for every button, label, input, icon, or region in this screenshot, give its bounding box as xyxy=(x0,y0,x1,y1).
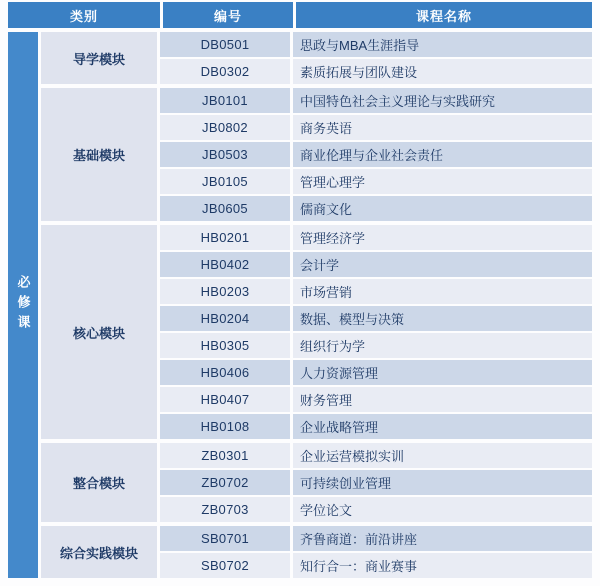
course-name-cell: 企业运营模拟实训 xyxy=(293,443,592,468)
course-code-cell: JB0105 xyxy=(160,169,290,194)
course-name-cell: 组织行为学 xyxy=(293,333,592,358)
course-name-cell: 财务管理 xyxy=(293,387,592,412)
course-row xyxy=(160,414,592,439)
course-name-cell: 企业战略管理 xyxy=(293,414,592,439)
course-code-cell: JB0802 xyxy=(160,115,290,140)
module-rows xyxy=(160,225,592,439)
module-group xyxy=(41,88,592,221)
course-name-cell: 市场营销 xyxy=(293,279,592,304)
course-code-cell: SB0702 xyxy=(160,553,290,578)
course-code-cell: JB0503 xyxy=(160,142,290,167)
course-row xyxy=(160,526,592,551)
course-code-cell: HB0203 xyxy=(160,279,290,304)
module-name-cell: 整合模块 xyxy=(41,443,157,522)
table-body xyxy=(8,32,592,578)
course-row xyxy=(160,169,592,194)
course-name-cell: 齐鲁商道：前沿讲座 xyxy=(293,526,592,551)
table-header xyxy=(8,2,592,28)
course-row xyxy=(160,443,592,468)
header-cell-course: 课程名称 xyxy=(296,2,592,28)
course-row xyxy=(160,306,592,331)
required-course-label: 必修课 xyxy=(15,275,31,335)
course-row xyxy=(160,497,592,522)
course-code-cell: DB0501 xyxy=(160,32,290,57)
course-name-cell: 会计学 xyxy=(293,252,592,277)
course-name-cell: 学位论文 xyxy=(293,497,592,522)
course-row xyxy=(160,196,592,221)
course-code-cell: ZB0703 xyxy=(160,497,290,522)
course-code-cell: JB0101 xyxy=(160,88,290,113)
course-row xyxy=(160,252,592,277)
course-name-cell: 思政与MBA生涯指导 xyxy=(293,32,592,57)
course-row xyxy=(160,333,592,358)
course-name-cell: 儒商文化 xyxy=(293,196,592,221)
course-row xyxy=(160,59,592,84)
course-name-cell: 素质拓展与团队建设 xyxy=(293,59,592,84)
module-rows xyxy=(160,88,592,221)
course-code-cell: HB0406 xyxy=(160,360,290,385)
required-course-column xyxy=(8,32,38,578)
course-name-cell: 可持续创业管理 xyxy=(293,470,592,495)
course-name-cell: 数据、模型与决策 xyxy=(293,306,592,331)
course-row xyxy=(160,115,592,140)
course-code-cell: HB0407 xyxy=(160,387,290,412)
module-group xyxy=(41,32,592,84)
course-row xyxy=(160,360,592,385)
course-code-cell: ZB0702 xyxy=(160,470,290,495)
module-group xyxy=(41,443,592,522)
course-row xyxy=(160,553,592,578)
header-cell-category: 类别 xyxy=(8,2,160,28)
course-name-cell: 管理心理学 xyxy=(293,169,592,194)
module-group xyxy=(41,526,592,578)
course-name-cell: 商务英语 xyxy=(293,115,592,140)
course-code-cell: HB0305 xyxy=(160,333,290,358)
module-name-cell: 综合实践模块 xyxy=(41,526,157,578)
course-row xyxy=(160,142,592,167)
course-code-cell: JB0605 xyxy=(160,196,290,221)
header-cell-code: 编号 xyxy=(163,2,293,28)
course-code-cell: HB0204 xyxy=(160,306,290,331)
module-groups xyxy=(41,32,592,578)
module-name-cell: 导学模块 xyxy=(41,32,157,84)
course-code-cell: SB0701 xyxy=(160,526,290,551)
course-row xyxy=(160,470,592,495)
module-group xyxy=(41,225,592,439)
module-rows xyxy=(160,526,592,578)
course-name-cell: 管理经济学 xyxy=(293,225,592,250)
module-rows xyxy=(160,443,592,522)
course-name-cell: 商业伦理与企业社会责任 xyxy=(293,142,592,167)
course-row xyxy=(160,32,592,57)
course-code-cell: HB0108 xyxy=(160,414,290,439)
module-name-cell: 基础模块 xyxy=(41,88,157,221)
course-row xyxy=(160,387,592,412)
course-code-cell: DB0302 xyxy=(160,59,290,84)
course-name-cell: 人力资源管理 xyxy=(293,360,592,385)
course-code-cell: HB0201 xyxy=(160,225,290,250)
course-code-cell: HB0402 xyxy=(160,252,290,277)
course-name-cell: 知行合一：商业赛事 xyxy=(293,553,592,578)
course-row xyxy=(160,279,592,304)
module-name-cell: 核心模块 xyxy=(41,225,157,439)
course-row xyxy=(160,225,592,250)
course-name-cell: 中国特色社会主义理论与实践研究 xyxy=(293,88,592,113)
course-code-cell: ZB0301 xyxy=(160,443,290,468)
module-rows xyxy=(160,32,592,84)
course-row xyxy=(160,88,592,113)
